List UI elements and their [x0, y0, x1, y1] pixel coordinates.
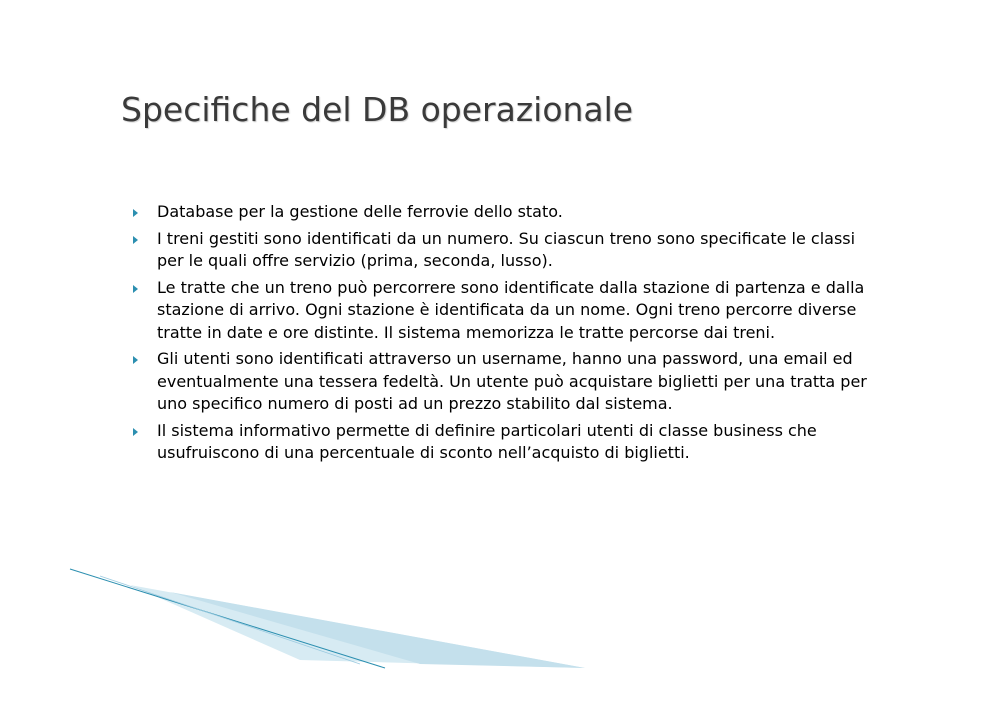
slide-title: Specifiche del DB operazionale	[121, 90, 634, 129]
bullet-text: Le tratte che un treno può percorrere sono identificate dalla stazione di partenza e dalla stazione di arrivo. Ogni stazione è identificata da un nome. Ogni treno percorre diverse tratte in date e ore distinte. Il sistema memorizza le tratte percorse dai treni.	[157, 277, 865, 342]
triangle-bullet-icon	[133, 236, 138, 244]
bullet-item	[130, 348, 875, 416]
bullet-text: Gli utenti sono identificati attraverso un username, hanno una password, una email ed eventualmente una tessera fedeltà. Un utente può acquistare biglietti per una tratta per uno specifico numero di posti ad un prezzo stabilito dal sistema.	[157, 349, 867, 413]
triangle-bullet-icon	[133, 356, 138, 364]
bullet-item	[130, 228, 875, 273]
bullet-list	[130, 201, 875, 469]
swoosh-line	[70, 569, 385, 668]
bullet-item	[130, 277, 875, 345]
bullet-text: Il sistema informativo permette di definire particolari utenti di classe business che usufruiscono di una percentuale di sconto nell’acquisto di biglietti.	[157, 420, 817, 462]
swoosh-decoration-icon	[0, 560, 600, 680]
triangle-bullet-icon	[133, 209, 138, 217]
bullet-item	[130, 201, 875, 224]
bullet-item	[130, 420, 875, 465]
bullet-text: I treni gestiti sono identificati da un numero. Su ciascun treno sono specificate le classi per le quali offre servizio (prima, seconda, lusso).	[157, 228, 856, 270]
triangle-bullet-icon	[133, 285, 138, 293]
triangle-bullet-icon	[133, 428, 138, 436]
bullet-text: Database per la gestione delle ferrovie dello stato.	[157, 202, 563, 221]
